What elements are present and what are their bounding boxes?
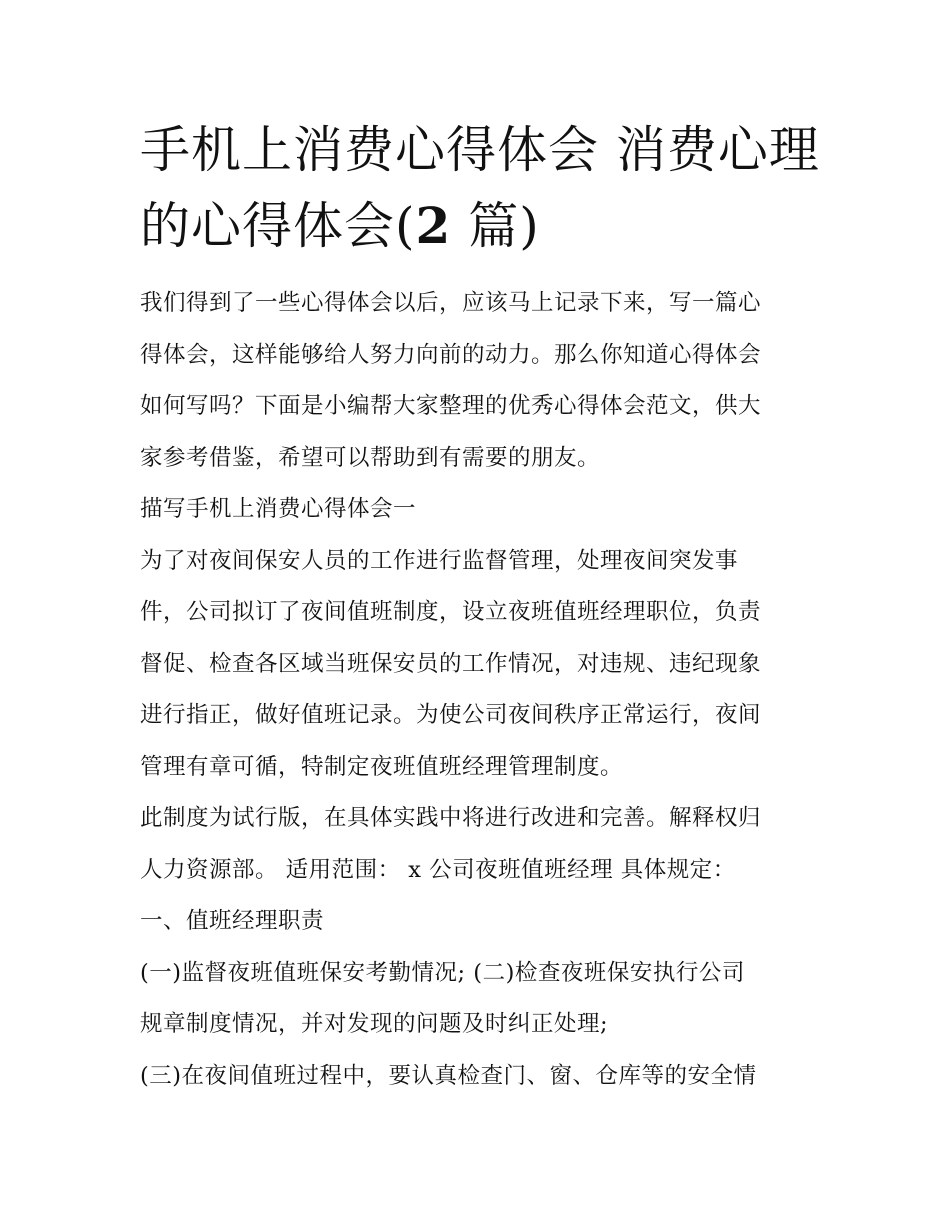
title-line-2-end: 篇) <box>451 197 540 255</box>
text-line: 督促、检查各区域当班保安员的工作情况，对违规、违纪现象 <box>140 650 762 677</box>
text-line: 件，公司拟订了夜间值班制度，设立夜班值班经理职位，负责 <box>140 599 762 625</box>
document-title <box>140 112 830 264</box>
text-line: (一)监督夜班值班保安考勤情况; (二)检查夜班保安执行公司 <box>140 959 745 986</box>
text-line: 家参考借鉴，希望可以帮助到有需要的朋友。 <box>140 444 601 471</box>
text-line: 如何写吗？下面是小编帮大家整理的优秀心得体会范文，供大 <box>140 393 762 419</box>
text-line: (三)在夜间值班过程中，要认真检查门、窗、仓库等的安全情 <box>140 1062 757 1089</box>
title-count: 2 <box>415 196 452 255</box>
section-heading: 一、值班经理职责 <box>140 908 325 934</box>
title-line-1: 手机上消费心得体会 消费心理 <box>140 121 820 179</box>
text-line: 管理有章可循，特制定夜班值班经理管理制度。 <box>140 753 624 780</box>
document-body <box>140 278 830 1102</box>
text-line: 得体会，这样能够给人努力向前的动力。那么你知道心得体会 <box>140 341 762 368</box>
title-line-2-text: 的心得体会( <box>140 197 416 255</box>
text-line: 人力资源部。 适用范围： x 公司夜班值班经理 具体规定： <box>140 856 736 883</box>
section-heading: 描写手机上消费心得体会一 <box>140 496 417 522</box>
document-page <box>140 112 830 1102</box>
text-line: 我们得到了一些心得体会以后，应该马上记录下来，写一篇心 <box>140 290 762 316</box>
text-line: 进行指正，做好值班记录。为使公司夜间秩序正常运行，夜间 <box>140 702 762 728</box>
text-line: 规章制度情况，并对发现的问题及时纠正处理; <box>140 1011 609 1037</box>
text-line: 为了对夜间保安人员的工作进行监督管理，处理夜间突发事 <box>140 547 739 574</box>
text-line: 此制度为试行版，在具体实践中将进行改进和完善。解释权归 <box>140 805 762 831</box>
